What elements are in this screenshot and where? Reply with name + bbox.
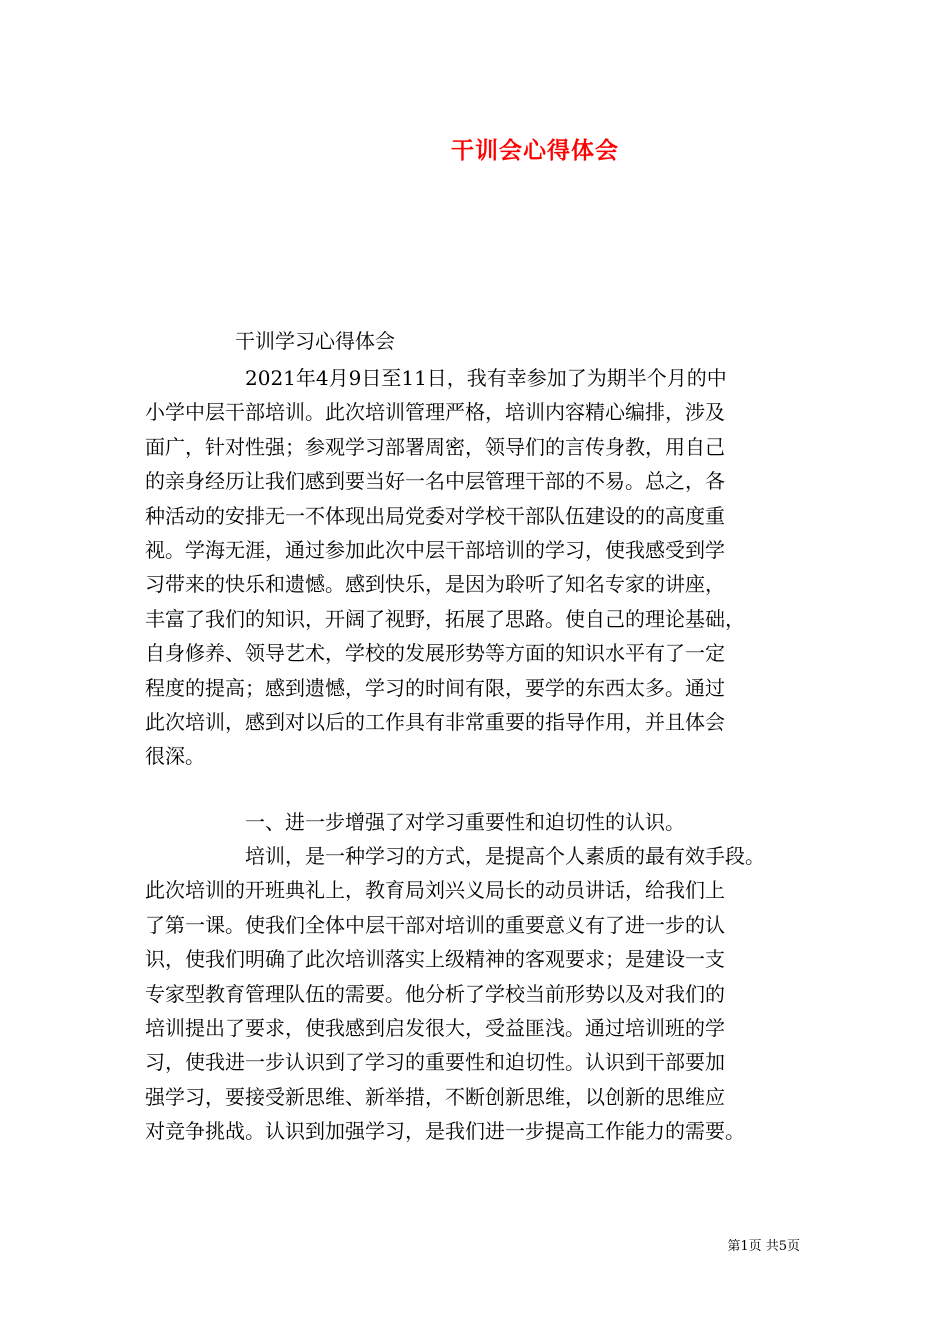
paragraph-line: 的亲身经历让我们感到要当好一名中层管理干部的不易。总之，各: [145, 469, 725, 494]
paragraph-line: 专家型教育管理队伍的需要。他分析了学校当前形势以及对我们的: [145, 981, 725, 1006]
section-heading: [145, 805, 815, 839]
paragraph-line: 自身修养、领导艺术，学校的发展形势等方面的知识水平有了一定: [145, 641, 725, 666]
document-subtitle: 干训学习心得体会: [235, 329, 395, 353]
document-title: 干训会心得体会: [451, 137, 619, 164]
paragraph-line: 视。学海无涯，通过参加此次中层干部培训的学习，使我感受到学: [145, 537, 725, 562]
paragraph-line: 对竞争挑战。认识到加强学习，是我们进一步提高工作能力的需要。: [145, 1119, 745, 1144]
paragraph-line: 面广，针对性强；参观学习部署周密，领导们的言传身教，用自己: [145, 434, 725, 459]
page-number-footer: 第1页 共5页: [727, 1239, 800, 1254]
paragraph-line: 小学中层干部培训。此次培训管理严格，培训内容精心编排，涉及: [145, 400, 725, 425]
paragraph-line: 2021年4月9日至11日，我有幸参加了为期半个月的中: [245, 366, 727, 390]
paragraph-line: 习，使我进一步认识到了学习的重要性和迫切性。认识到干部要加: [145, 1050, 725, 1075]
paragraph-intro: [145, 361, 815, 774]
paragraph-line: 习带来的快乐和遗憾。感到快乐，是因为聆听了知名专家的讲座，: [145, 572, 725, 597]
paragraph-line: 培训提出了要求，使我感到启发很大，受益匪浅。通过培训班的学: [145, 1015, 725, 1040]
paragraph-line: 强学习，要接受新思维、新举措，不断创新思维，以创新的思维应: [145, 1084, 725, 1109]
paragraph-line: 程度的提高；感到遗憾，学习的时间有限，要学的东西太多。通过: [145, 675, 725, 700]
paragraph-line: 培训，是一种学习的方式，是提高个人素质的最有效手段。: [245, 844, 765, 868]
paragraph-line: 此次培训的开班典礼上，教育局刘兴义局长的动员讲话，给我们上: [145, 878, 725, 903]
paragraph-line: 此次培训，感到对以后的工作具有非常重要的指导作用，并且体会: [145, 709, 725, 734]
paragraph-line: 了第一课。使我们全体中层干部对培训的重要意义有了进一步的认: [145, 912, 725, 937]
paragraph-line: 种活动的安排无一不体现出局党委对学校干部队伍建设的的高度重: [145, 503, 725, 528]
paragraph-line: 丰富了我们的知识，开阔了视野，拓展了思路。使自己的理论基础，: [145, 606, 745, 631]
paragraph-line: 识，使我们明确了此次培训落实上级精神的客观要求；是建设一支: [145, 947, 725, 972]
section-heading-text: 一、进一步增强了对学习重要性和迫切性的认识。: [245, 810, 685, 834]
paragraph-line: 很深。: [145, 744, 205, 769]
paragraph-section-one: [145, 839, 815, 1149]
